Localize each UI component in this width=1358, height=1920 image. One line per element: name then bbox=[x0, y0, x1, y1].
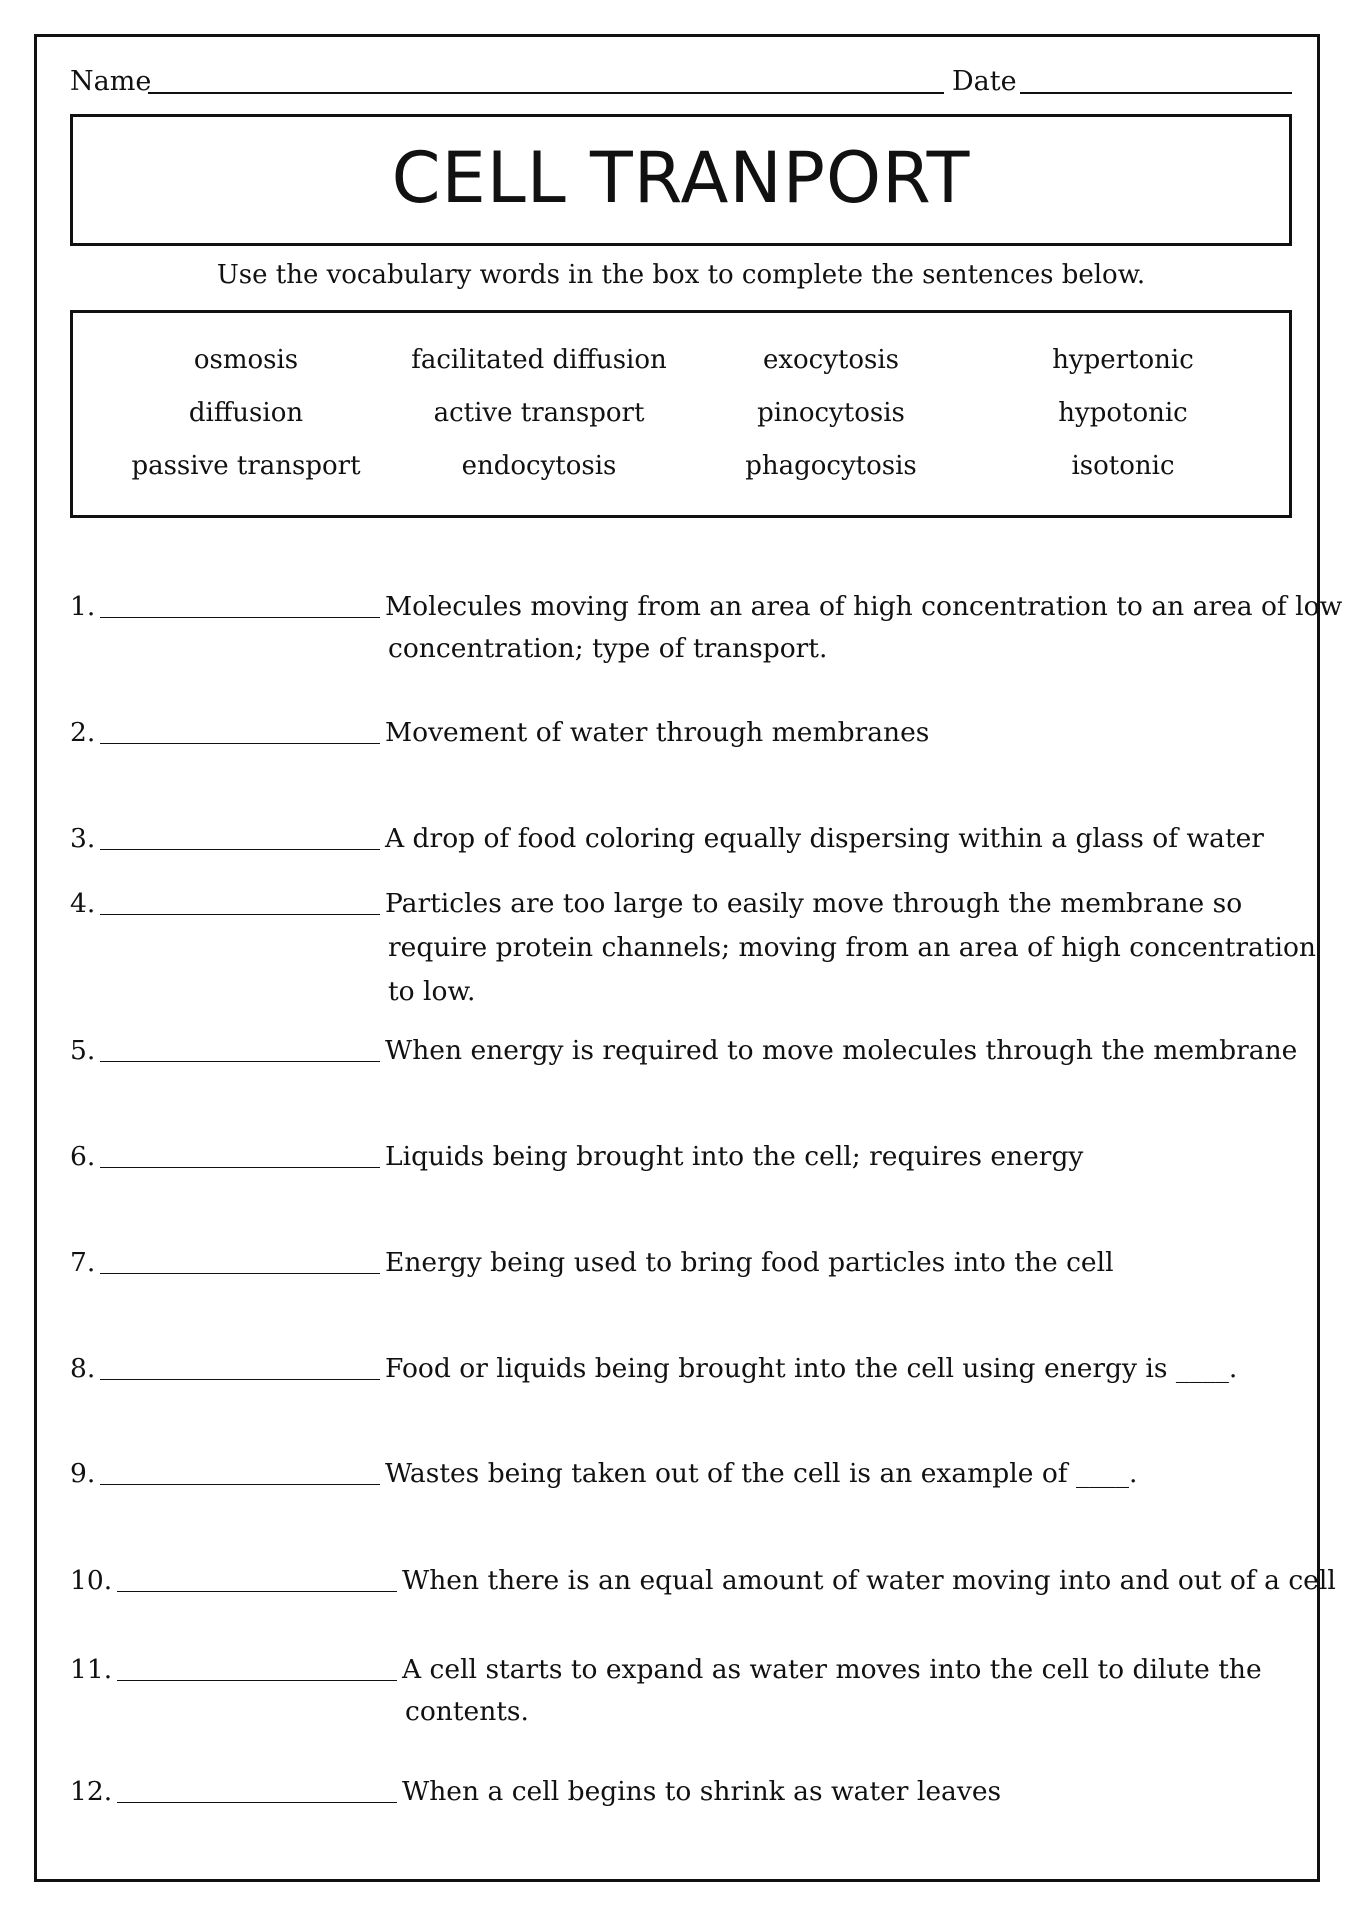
vocabulary-box bbox=[70, 310, 1292, 518]
vocabulary-word: hypotonic bbox=[1058, 398, 1188, 428]
question-number: 2. bbox=[70, 717, 96, 748]
question-number: 10. bbox=[70, 1565, 113, 1596]
name-field[interactable] bbox=[148, 92, 944, 94]
question-text: to low. bbox=[388, 976, 476, 1007]
instruction-text: Use the vocabulary words in the box to complete the sentences below. bbox=[216, 260, 1146, 290]
question-number: 12. bbox=[70, 1776, 113, 1807]
vocabulary-word: hypertonic bbox=[1052, 345, 1194, 375]
answer-blank[interactable] bbox=[117, 1802, 397, 1803]
vocabulary-word: pinocytosis bbox=[757, 398, 905, 428]
question-text: Energy being used to bring food particles into the cell bbox=[385, 1247, 1114, 1278]
name-label: Name bbox=[70, 66, 152, 97]
question-text: Food or liquids being brought into the cell using energy is ____. bbox=[385, 1353, 1238, 1384]
question-number: 8. bbox=[70, 1353, 96, 1384]
vocabulary-word: active transport bbox=[433, 398, 645, 428]
question-text: When there is an equal amount of water moving into and out of a cell bbox=[402, 1565, 1336, 1596]
question-text: Molecules moving from an area of high concentration to an area of low bbox=[385, 591, 1343, 622]
question-text: require protein channels; moving from an area of high concentration bbox=[388, 932, 1316, 963]
vocabulary-word: exocytosis bbox=[762, 345, 900, 375]
vocabulary-word: passive transport bbox=[131, 451, 361, 481]
date-label: Date bbox=[952, 66, 1017, 97]
vocabulary-word: endocytosis bbox=[461, 451, 617, 481]
question-number: 4. bbox=[70, 888, 96, 919]
question-text: contents. bbox=[405, 1696, 529, 1727]
question-text: Liquids being brought into the cell; requires energy bbox=[385, 1141, 1084, 1172]
vocabulary-word: phagocytosis bbox=[745, 451, 917, 481]
vocabulary-word: diffusion bbox=[188, 398, 304, 428]
answer-blank[interactable] bbox=[100, 849, 380, 850]
answer-blank[interactable] bbox=[100, 914, 380, 915]
question-text: A drop of food coloring equally dispersing within a glass of water bbox=[385, 823, 1264, 854]
vocabulary-word: facilitated diffusion bbox=[411, 345, 667, 375]
question-text: Movement of water through membranes bbox=[385, 717, 930, 748]
vocabulary-word: osmosis bbox=[193, 345, 299, 375]
question-number: 7. bbox=[70, 1247, 96, 1278]
answer-blank[interactable] bbox=[100, 1379, 380, 1380]
question-number: 1. bbox=[70, 591, 96, 622]
date-field[interactable] bbox=[1020, 92, 1292, 94]
answer-blank[interactable] bbox=[100, 1273, 380, 1274]
question-number: 9. bbox=[70, 1458, 96, 1489]
question-text: concentration; type of transport. bbox=[388, 633, 828, 664]
title-box bbox=[70, 114, 1292, 246]
answer-blank[interactable] bbox=[117, 1680, 397, 1681]
question-number: 11. bbox=[70, 1654, 113, 1685]
answer-blank[interactable] bbox=[100, 617, 380, 618]
question-number: 5. bbox=[70, 1035, 96, 1066]
page-title: CELL TRANPORT bbox=[391, 137, 971, 219]
header-row bbox=[70, 62, 1292, 102]
answer-blank[interactable] bbox=[100, 743, 380, 744]
question-text: When energy is required to move molecules through the membrane bbox=[385, 1035, 1298, 1066]
answer-blank[interactable] bbox=[100, 1167, 380, 1168]
question-text: Wastes being taken out of the cell is an example of ____. bbox=[385, 1458, 1138, 1489]
answer-blank[interactable] bbox=[100, 1484, 380, 1485]
question-text: When a cell begins to shrink as water leaves bbox=[402, 1776, 1002, 1807]
answer-blank[interactable] bbox=[117, 1591, 397, 1592]
question-text: Particles are too large to easily move through the membrane so bbox=[385, 888, 1243, 919]
answer-blank[interactable] bbox=[100, 1061, 380, 1062]
vocabulary-word: isotonic bbox=[1071, 451, 1175, 481]
question-number: 3. bbox=[70, 823, 96, 854]
question-text: A cell starts to expand as water moves into the cell to dilute the bbox=[402, 1654, 1262, 1685]
question-number: 6. bbox=[70, 1141, 96, 1172]
